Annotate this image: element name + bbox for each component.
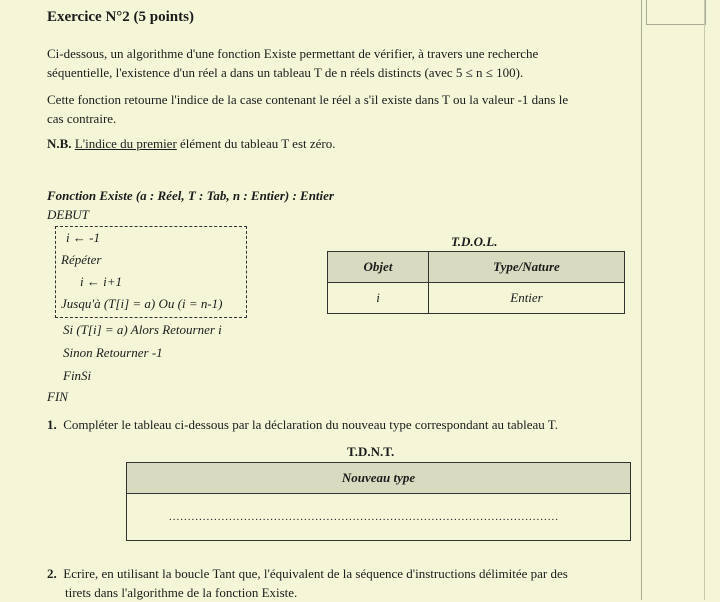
question-2 — [47, 564, 568, 602]
algo-debut: DEBUT — [47, 207, 89, 222]
tdnt-placeholder: ........................................................................................................ — [169, 511, 559, 523]
tdol-cell-objet: i — [328, 283, 429, 314]
tdol-header-row — [328, 252, 625, 283]
nb-underlined: L'indice du premier — [74, 136, 177, 151]
algo-line-jusqua: Jusqu'à (T[i] = a) Ou (i = n-1) — [61, 296, 223, 311]
tdnt-header-row — [127, 463, 631, 494]
nb-rest: élément du tableau T est zéro. — [180, 136, 336, 151]
answer-margin-column — [641, 0, 720, 600]
question-2-text-1: Ecrire, en utilisant la boucle Tant que, l'équivalent de la séquence d'instructions délimitée par des — [63, 566, 568, 581]
return-line-1: Cette fonction retourne l'indice de la case contenant le réel a s'il existe dans T ou la valeur -1 dans le — [47, 92, 569, 107]
tdol-header-type: Type/Nature — [429, 252, 625, 283]
question-2-line-1 — [47, 564, 568, 583]
question-1 — [47, 415, 558, 434]
question-2-number: 2. — [47, 566, 57, 581]
algo-line-sinon: Sinon Retourner -1 — [63, 345, 163, 360]
intro-line-1: Ci-dessous, un algorithme d'une fonction Existe permettant de vérifier, à travers une recherche — [47, 46, 539, 61]
algo-line-increment: i ← i+1 — [80, 274, 122, 289]
margin-score-box — [646, 0, 706, 25]
question-1-text: Compléter le tableau ci-dessous par la déclaration du nouveau type correspondant au tableau T. — [63, 417, 559, 432]
algo-line-finsi: FinSi — [63, 368, 92, 383]
return-line-2: cas contraire. — [47, 111, 117, 126]
exercise-title: Exercice N°2 (5 points) — [47, 9, 194, 25]
tdol-header-objet: Objet — [328, 252, 429, 283]
tdol-cell-type: Entier — [429, 283, 625, 314]
intro-paragraph — [47, 44, 538, 82]
question-1-number: 1. — [47, 417, 57, 432]
tdnt-caption: T.D.N.T. — [347, 444, 395, 459]
nb-label: N.B. — [47, 136, 72, 151]
tdnt-header: Nouveau type — [127, 463, 631, 494]
nb-note — [47, 134, 336, 153]
tdnt-answer-field[interactable] — [127, 494, 631, 541]
table-row — [328, 283, 625, 314]
algo-line-init: i ← -1 — [66, 230, 100, 245]
tdol-caption: T.D.O.L. — [451, 234, 498, 249]
table-row — [127, 494, 631, 541]
algo-line-repeter: Répéter — [61, 252, 102, 267]
margin-divider — [704, 0, 705, 600]
tdol-table — [327, 251, 625, 314]
question-2-text-2: tirets dans l'algorithme de la fonction Existe. — [65, 585, 298, 600]
intro-line-2: séquentielle, l'existence d'un réel a dans un tableau T de n réels distincts (avec 5 ≤ n ≤ 100). — [47, 65, 524, 80]
tdnt-table — [126, 462, 631, 541]
algo-line-si: Si (T[i] = a) Alors Retourner i — [63, 322, 222, 337]
algo-fin: FIN — [47, 389, 68, 404]
return-paragraph — [47, 90, 568, 128]
function-header: Fonction Existe (a : Réel, T : Tab, n : Entier) : Entier — [47, 188, 334, 203]
